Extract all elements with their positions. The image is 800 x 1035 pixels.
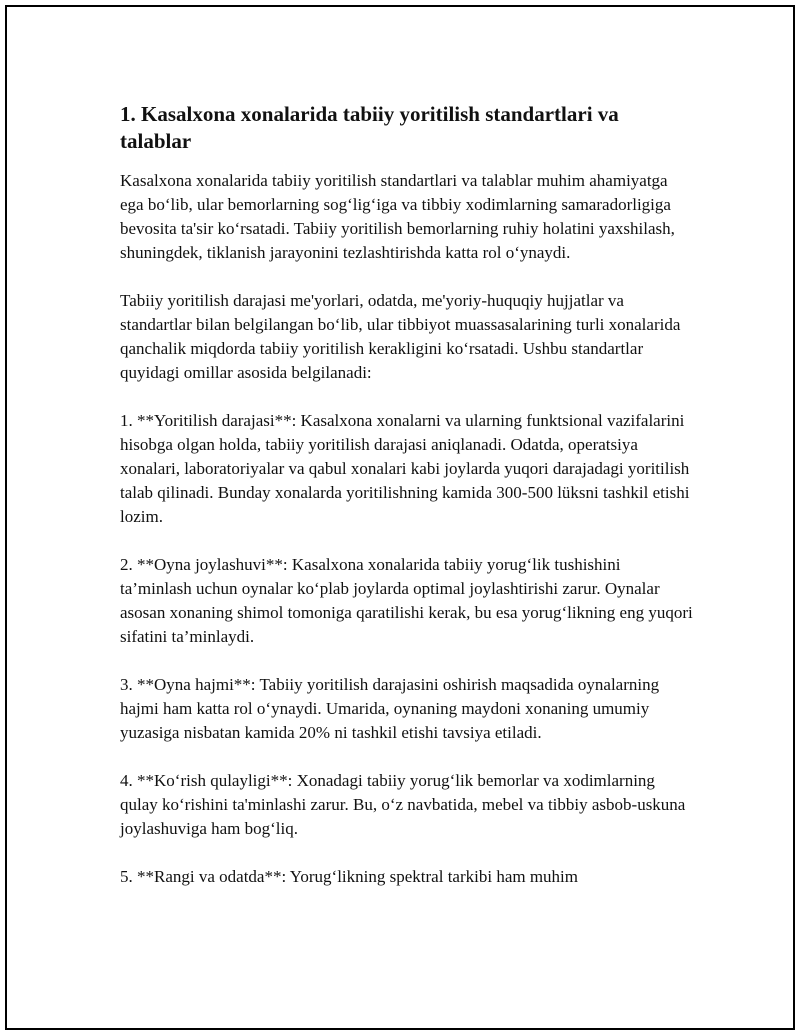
paragraph-standards: Tabiiy yoritilish darajasi me'yorlari, odatda, me'yoriy-huquqiy hujjatlar va standartlar bilan belgilangan bo‘lib, ular tibbiyot muassasalarining turli xonalarida qanchalik miqdorda tabiiy yoritilish kerakligini ko‘rsatadi. Ushbu standartlar quyidagi omillar asosida belgilanadi: [120, 291, 681, 382]
list-item-visual-comfort: 4. **Ko‘rish qulayligi**: Xonadagi tabiiy yorug‘lik bemorlar va xodimlarning qulay ko‘rishini ta'minlashi zarur. Bu, o‘z navbatida, mebel va tibbiy asbob-uskuna joylashuviga ham bog‘liq. [120, 771, 686, 838]
document-content [120, 101, 695, 913]
document-title: 1. Kasalxona xonalarida tabiiy yoritilish standartlari va talablar [120, 102, 619, 153]
list-item-illumination-level: 1. **Yoritilish darajasi**: Kasalxona xonalarni va ularning funktsional vazifalarini hisobga olgan holda, tabiiy yoritilish darajasi aniqlanadi. Odatda, operatsiya xonalari, laboratoriyalar va qabul xonalari kabi joylarda yuqori darajadagi yoritilish talab qilinadi. Bunday xonalarda yoritilishning kamida 300-500 lüksni tashkil etishi lozim. [120, 411, 690, 526]
document-page [5, 5, 795, 1030]
list-item-color-spectrum: 5. **Rangi va odatda**: Yorug‘likning spektral tarkibi ham muhim [120, 867, 579, 886]
list-item-window-size: 3. **Oyna hajmi**: Tabiiy yoritilish darajasini oshirish maqsadida oynalarning hajmi ham katta rol o‘ynaydi. Umarida, oynaning maydoni xonaning umumiy yuzasiga nisbatan kamida 20% ni tashkil etishi tavsiya etiladi. [120, 675, 660, 742]
paragraph-intro: Kasalxona xonalarida tabiiy yoritilish standartlari va talablar muhim ahamiyatga ega bo‘lib, ular bemorlarning sog‘lig‘iga va tibbiy xodimlarning samaradorligiga bevosita ta'sir ko‘rsatadi. Tabiiy yoritilish bemorlarning ruhiy holatini yaxshilash, shuningdek, tiklanish jarayonini tezlashtirishda katta rol o‘ynaydi. [120, 171, 675, 262]
list-item-window-placement: 2. **Oyna joylashuvi**: Kasalxona xonalarida tabiiy yorug‘lik tushishini ta’minlash uchun oynalar ko‘plab joylarda optimal joylashtirishi zarur. Oynalar asosan xonaning shimol tomoniga qaratilishi kerak, bu esa yorug‘likning eng yuqori sifatini ta’minlaydi. [120, 555, 693, 646]
